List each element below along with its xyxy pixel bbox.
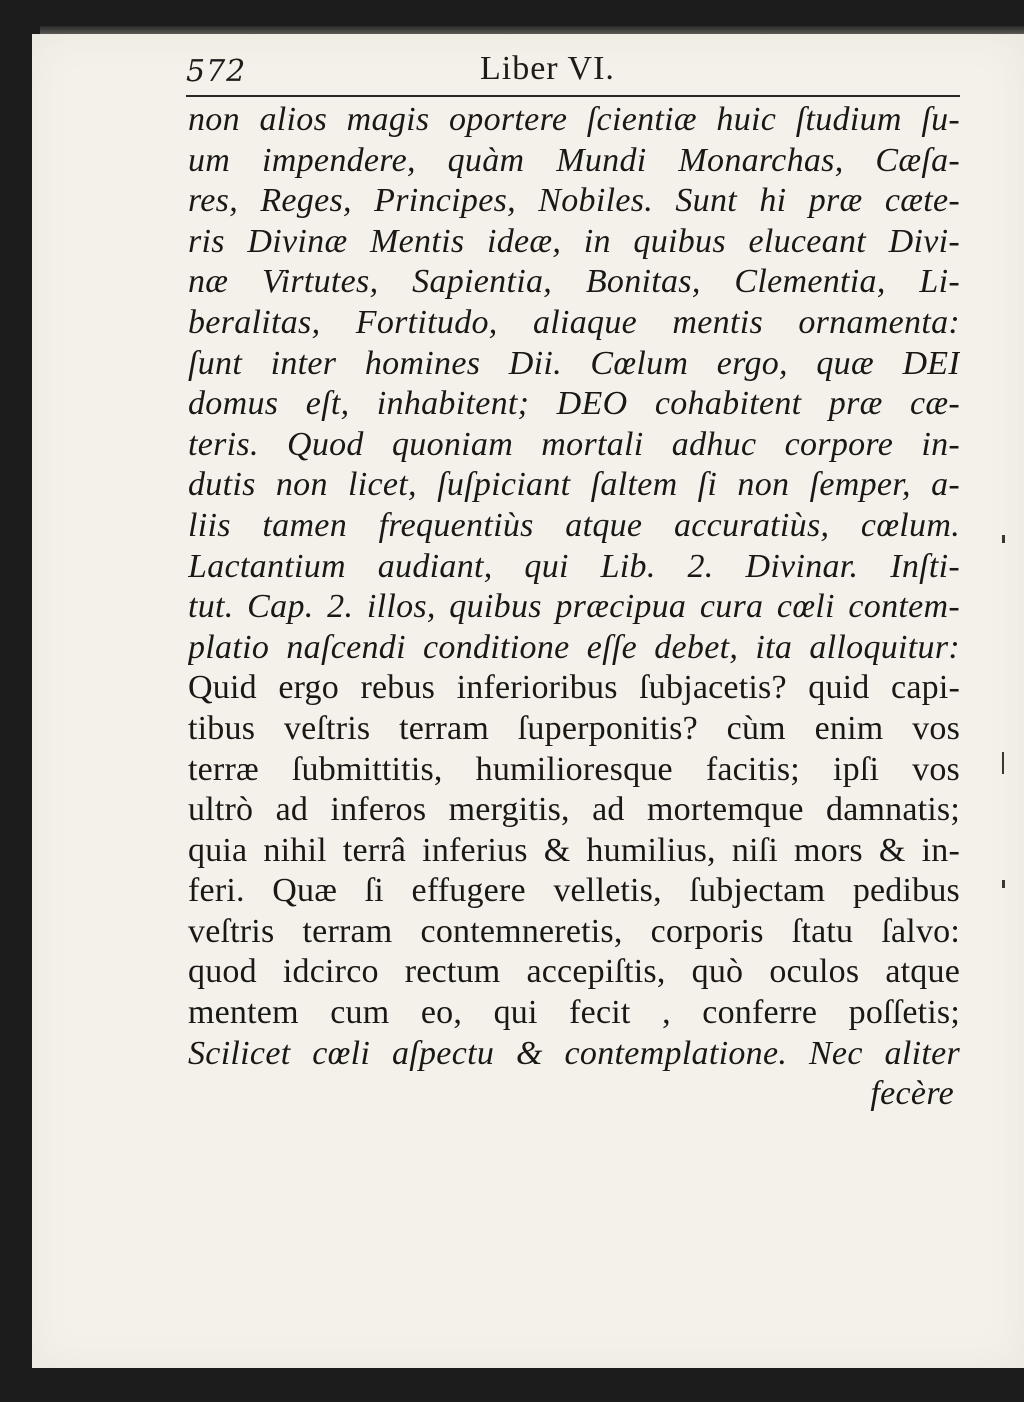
body-text — [188, 100, 960, 1115]
margin-mark — [1002, 535, 1005, 543]
closing-line: Scilicet cœli aſpectu & contemplatione. Nec aliter — [188, 1034, 960, 1072]
catchword: fecère — [870, 1075, 954, 1113]
quotation-line: tibus veſtris terram ſuperponitis? cùm enim vos — [188, 709, 960, 747]
margin-mark — [1002, 880, 1005, 888]
text-line: dutis non licet, ſuſpiciant ſaltem ſi non ſemper, a- — [188, 466, 960, 504]
quotation-line: Quid ergo rebus inferioribus ſubjacetis? quid capi- — [188, 669, 960, 707]
quotation-line: feri. Quæ ſi effugere velletis, ſubjectam pedibus — [188, 872, 960, 910]
text-line: beralitas, Fortitudo, aliaque mentis ornamenta: — [188, 303, 960, 341]
text-line: ris Divinæ Mentis ideæ, in quibus eluceant Divi- — [188, 222, 960, 260]
page-top-edge — [40, 26, 1024, 34]
text-line: platio naſcendi conditione eſſe debet, ita alloquitur: — [188, 628, 960, 666]
text-line: næ Virtutes, Sapientia, Bonitas, Clementia, Li- — [188, 263, 960, 301]
text-line: teris. Quod quoniam mortali adhuc corpore in- — [188, 425, 960, 463]
text-line: res, Reges, Principes, Nobiles. Sunt hi præ cæte- — [188, 182, 960, 220]
text-line: tut. Cap. 2. illos, quibus præcipua cura cœli contem- — [188, 588, 960, 626]
margin-mark — [1002, 752, 1004, 774]
text-line: liis tamen frequentiùs atque accuratiùs, cœlum. — [188, 506, 960, 544]
text-line: non alios magis oportere ſcientiæ huic ſtudium ſu- — [188, 101, 960, 138]
quotation-line: veſtris terram contemneretis, corporis ſtatu ſalvo: — [188, 912, 960, 950]
text-line: ſunt inter homines Dii. Cœlum ergo, quæ DEI — [188, 344, 960, 382]
quotation-line: mentem cum eo, qui fecit , conferre poſſetis; — [188, 994, 960, 1032]
running-title: Liber VI. — [480, 50, 615, 87]
quotation-line: ultrò ad inferos mergitis, ad mortemque damnatis; — [188, 791, 960, 829]
text-line: um impendere, quàm Mundi Monarchas, Cæſa- — [188, 141, 960, 179]
header-rule — [186, 95, 960, 97]
page-number: 572 — [186, 54, 247, 89]
quotation-line: quia nihil terrâ inferius & humilius, niſi mors & in- — [188, 831, 960, 869]
text-line: Lactantium audiant, qui Lib. 2. Divinar. Inſti- — [188, 547, 960, 585]
text-line: domus eſt, inhabitent; DEO cohabitent præ cæ- — [188, 385, 960, 423]
quotation-line: quod idcirco rectum accepiſtis, quò oculos atque — [188, 953, 960, 991]
quotation-line: terræ ſubmittitis, humilioresque facitis; ipſi vos — [188, 750, 960, 788]
page-header — [186, 48, 946, 96]
